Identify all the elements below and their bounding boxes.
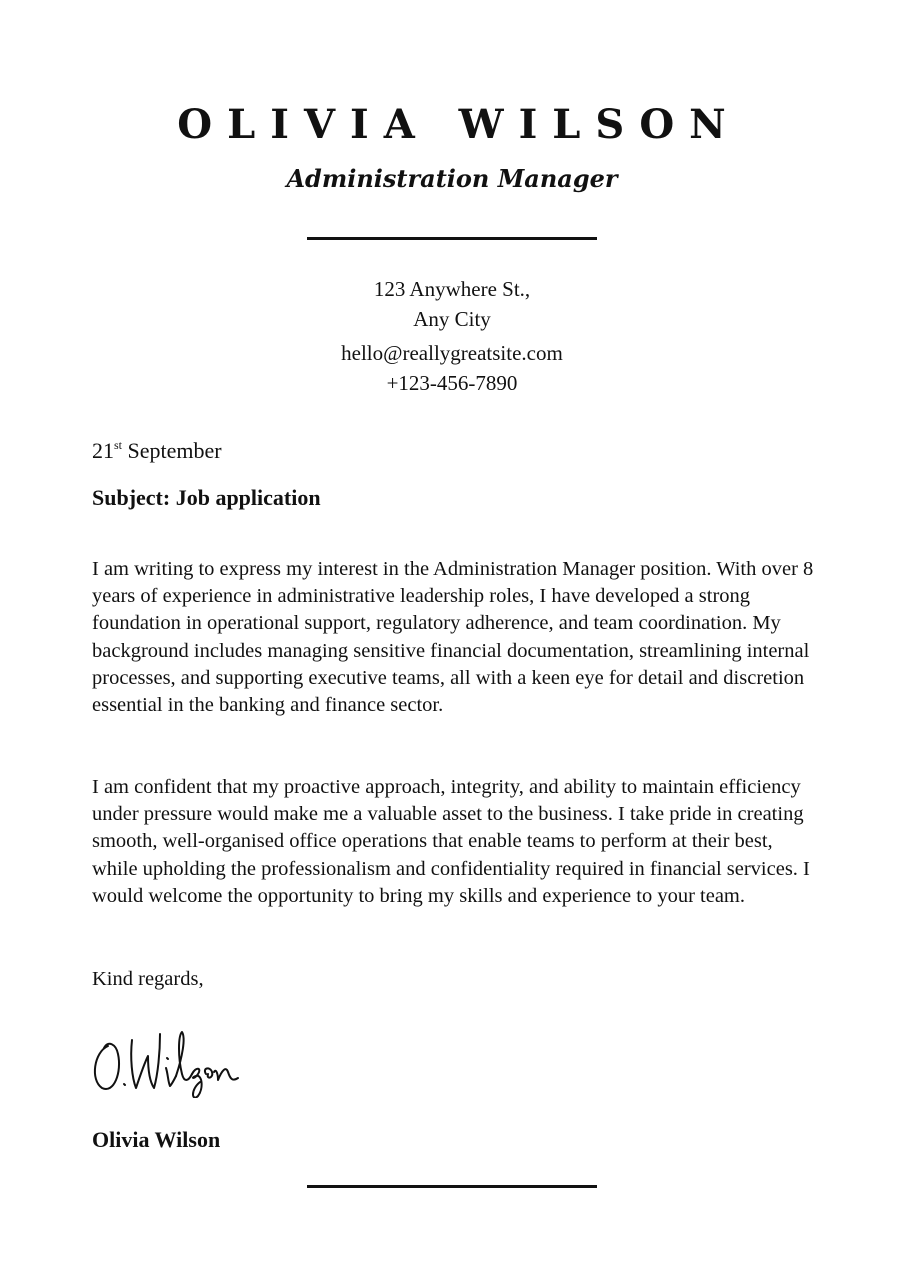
date-suffix: st	[114, 438, 123, 452]
header-divider	[307, 237, 597, 240]
contact-block	[0, 274, 904, 398]
applicant-name: OLIVIA WILSON	[177, 101, 741, 148]
date-day: 21	[92, 438, 114, 463]
letter-subject: Subject: Job application	[92, 485, 321, 510]
address-line-2: Any City	[413, 307, 491, 331]
handwritten-signature	[86, 1018, 256, 1098]
email-address: hello@reallygreatsite.com	[341, 341, 563, 365]
job-title: Administration Manager	[286, 164, 618, 193]
body-paragraph-2: I am confident that my proactive approach, integrity, and ability to maintain efficiency under pressure would make me a valuable asset to the business. I take pride in creating smooth, well-organised office operations that enable teams to perform at their best, while upholding the professionalism and confidentiality required in financial services. I would welcome the opportunity to bring my skills and experience to your team.	[92, 776, 810, 907]
letter-date	[92, 437, 222, 465]
body-paragraph-1: I am writing to express my interest in the Administration Manager position. With over 8 years of experience in administrative leadership roles, I have developed a strong foundation in operational support, regulatory adherence, and team coordination. My background includes managing sensitive financial documentation, streamlining internal processes, and supporting executive teams, all with a keen eye for detail and discretion essential in the banking and finance sector.	[92, 558, 814, 717]
closing-salutation: Kind regards,	[92, 968, 204, 990]
address-line-1: 123 Anywhere St.,	[373, 277, 531, 301]
date-month: September	[122, 438, 222, 463]
signer-name: Olivia Wilson	[92, 1127, 221, 1152]
phone-number: +123-456-7890	[386, 371, 518, 395]
footer-divider	[307, 1185, 597, 1188]
